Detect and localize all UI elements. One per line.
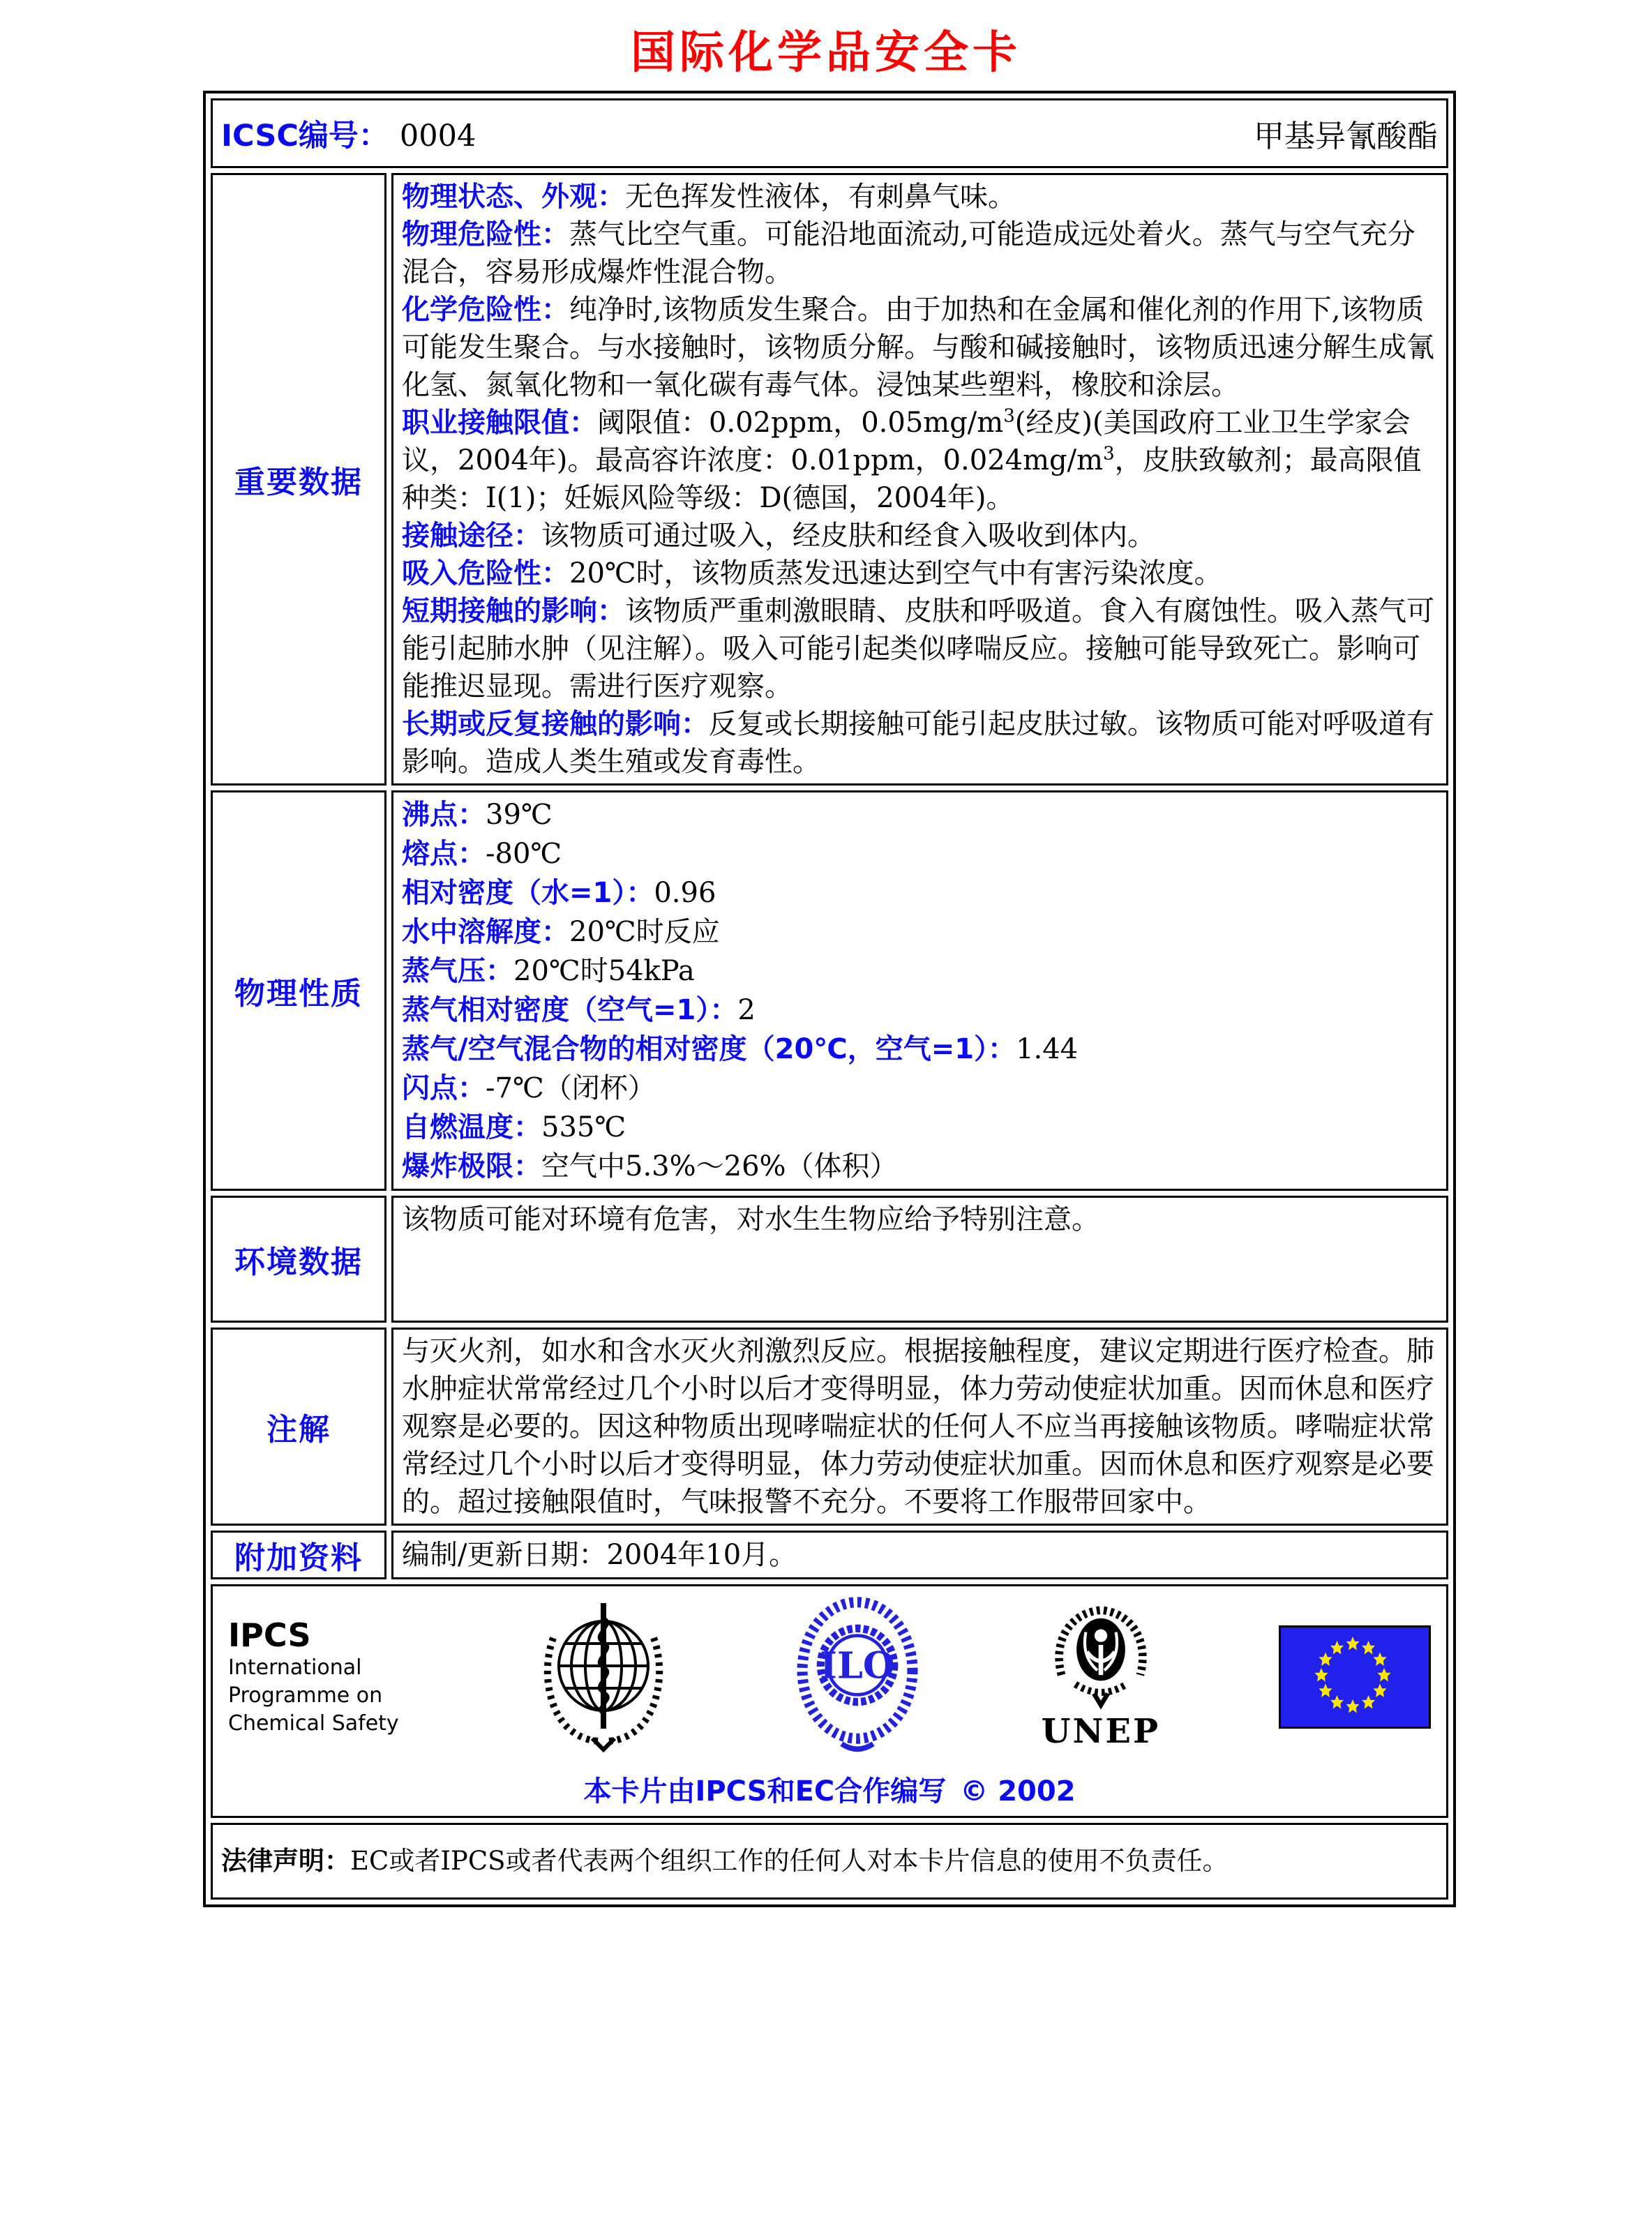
header-cell [211,98,1448,168]
eu-stars [1281,1628,1425,1722]
logos-cell [211,1584,1448,1818]
item-text: -7℃（闭杯） [486,1072,656,1104]
icsc-number-group [221,112,476,155]
legal-notice-line [221,1844,1438,1879]
environmental-data-row [211,1196,1448,1323]
item-label: 接触途径： [402,520,541,552]
important-item [402,592,1438,705]
physical-item [402,834,1438,873]
important-data-content-cell [391,173,1448,785]
icsc-number-value: 0004 [399,118,476,153]
legal-notice-row [211,1823,1448,1900]
item-text: 20℃时54kPa [513,955,695,987]
legal-notice-cell [211,1823,1448,1900]
item-text: 1.44 [1016,1033,1079,1065]
item-label: 相对密度（水=1）： [402,877,654,909]
item-text: 2 [737,994,756,1026]
item-label: 爆炸极限： [402,1150,541,1182]
item-text: (经皮)(美国政府工业卫生学家会议，2004年)。最高容许浓度：0.01ppm，0.024mg/m [402,407,1411,476]
important-item [402,517,1438,555]
who-logo-icon [534,1596,673,1758]
physical-item [402,795,1438,834]
important-item [402,216,1438,291]
physical-item [402,952,1438,991]
notes-text: 与灭火剂，如水和含水灭火剂激烈反应。根据接触程度，建议定期进行医疗检查。肺水肿症状常常经过几个小时以后才变得明显，体力劳动使症状加重。因而休息和医疗观察是必要的。因这种物质出现哮喘症状的任何人不应当再接触该物质。哮喘症状常常经过几个小时以后才变得明显，体力劳动使症状加重。因而休息和医疗观察是必要的。超过接触限值时，气味报警不充分。不要将工作服带回家中。 [402,1335,1434,1518]
important-data-row [211,173,1448,785]
item-label: 职业接触限值： [402,407,597,439]
ipcs-acronym: IPCS [228,1616,311,1654]
physical-item [402,991,1438,1030]
additional-info-label-cell [211,1531,386,1579]
item-label: 蒸气压： [402,955,513,987]
additional-info-row [211,1531,1448,1579]
item-text: 20℃时，该物质蒸发迅速达到空气中有害污染浓度。 [569,557,1222,589]
environmental-data-row-label: 环境数据 [234,1245,363,1280]
important-item [402,555,1438,592]
unep-logo-icon [1042,1603,1160,1751]
notes-row [211,1328,1448,1526]
ipcs-line: Programme on [228,1683,383,1708]
physical-properties-row [211,790,1448,1191]
environmental-data-label-cell [211,1196,386,1323]
credit-line [228,1769,1431,1809]
item-text: 阈限值：0.02ppm，0.05mg/m [597,407,1004,439]
item-text: 空气中5.3%～26%（体积） [541,1150,898,1182]
unep-wordmark: UNEP [1041,1712,1161,1751]
logos-strip [228,1596,1431,1758]
item-text: 20℃时反应 [569,916,720,948]
item-text: 该物质严重刺激眼睛、皮肤和呼吸道。食入有腐蚀性。吸入蒸气可能引起肺水肿（见注解）。吸入可能引起类似哮喘反应。接触可能导致死亡。影响可能推迟显现。需进行医疗观察。 [402,595,1434,702]
item-text: ，皮肤致敏剂；最高限值种类：I(1)；妊娠风险等级：D(德国，2004年)。 [402,444,1422,514]
environmental-data-content-cell [391,1196,1448,1323]
copyright-text: © 2002 [960,1775,1076,1807]
important-data-row-label: 重要数据 [234,465,363,500]
ipcs-line: Chemical Safety [228,1711,399,1736]
item-text: 无色挥发性液体，有刺鼻气味。 [625,181,1016,213]
item-label: 闪点： [402,1072,486,1104]
logos-row [211,1584,1448,1818]
item-text: 蒸气比空气重。可能沿地面流动,可能造成远处着火。蒸气与空气充分混合，容易形成爆炸性混合物。 [402,218,1416,288]
item-text: 该物质可通过吸入，经皮肤和经食入吸收到体内。 [541,520,1155,552]
chemical-name: 甲基异氰酸酯 [1254,119,1438,154]
legal-notice-label: 法律声明： [221,1846,350,1876]
superscript: 3 [1003,405,1015,427]
ipcs-block [228,1616,415,1738]
important-item [402,291,1438,404]
physical-item [402,1147,1438,1186]
physical-item [402,1108,1438,1147]
header-row [211,98,1448,168]
physical-item [402,873,1438,912]
item-label: 水中溶解度： [402,916,569,948]
item-label: 熔点： [402,838,486,870]
important-item-oel [402,404,1438,517]
physical-item [402,1069,1438,1108]
ipcs-line: International [228,1655,362,1680]
item-label: 长期或反复接触的影响： [402,708,709,740]
notes-label-cell [211,1328,386,1526]
physical-item [402,1030,1438,1069]
item-label: 蒸气/空气混合物的相对密度（20℃，空气=1）： [402,1033,1016,1065]
physical-properties-label-cell [211,790,386,1191]
important-item [402,705,1438,781]
item-text: -80℃ [486,838,562,870]
additional-info-row-label: 附加资料 [234,1540,363,1576]
item-label: 吸入危险性： [402,557,569,589]
physical-properties-content-cell [391,790,1448,1191]
notes-content-cell [391,1328,1448,1526]
important-data-label-cell [211,173,386,785]
notes-row-label: 注解 [266,1412,331,1448]
item-text: 反复或长期接触可能引起皮肤过敏。该物质可能对呼吸道有影响。造成人类生殖或发育毒性。 [402,708,1434,778]
icsc-number-label: ICSC编号： [221,118,389,153]
icsc-card [203,91,1456,1907]
item-text: 39℃ [486,799,553,831]
legal-notice-text: EC或者IPCS或者代表两个组织工作的任何人对本卡片信息的使用不负责任。 [350,1846,1229,1876]
credit-text: 本卡片由IPCS和EC合作编写 [583,1775,947,1807]
item-label: 自燃温度： [402,1111,541,1143]
item-label: 沸点： [402,799,486,831]
item-label: 物理状态、外观： [402,181,625,213]
item-label: 物理危险性： [402,218,569,250]
item-text: 纯净时,该物质发生聚合。由于加热和在金属和催化剂的作用下,该物质可能发生聚合。与水接触时，该物质分解。与酸和碱接触时，该物质迅速分解生成氰化氢、氮氧化物和一氧化碳有毒气体。浸蚀某些塑料，橡胶和涂层。 [402,294,1434,401]
eu-flag-icon [1279,1625,1431,1729]
page-title: 国际化学品安全卡 [631,27,1021,79]
item-text: 0.96 [654,877,716,909]
important-item [402,178,1438,216]
ilo-logo-icon [792,1597,923,1757]
superscript: 3 [1103,443,1115,465]
additional-info-text: 编制/更新日期：2004年10月。 [402,1539,797,1571]
additional-info-content-cell [391,1531,1448,1579]
physical-properties-row-label: 物理性质 [234,976,363,1012]
physical-item [402,912,1438,952]
environmental-data-text: 该物质可能对环境有危害，对水生生物应给予特别注意。 [402,1203,1099,1235]
item-label: 蒸气相对密度（空气=1）： [402,994,738,1026]
item-label: 短期接触的影响： [402,595,625,627]
item-label: 化学危险性： [402,294,569,326]
ilo-monogram: ILO [820,1644,895,1687]
item-text: 535℃ [541,1111,626,1143]
